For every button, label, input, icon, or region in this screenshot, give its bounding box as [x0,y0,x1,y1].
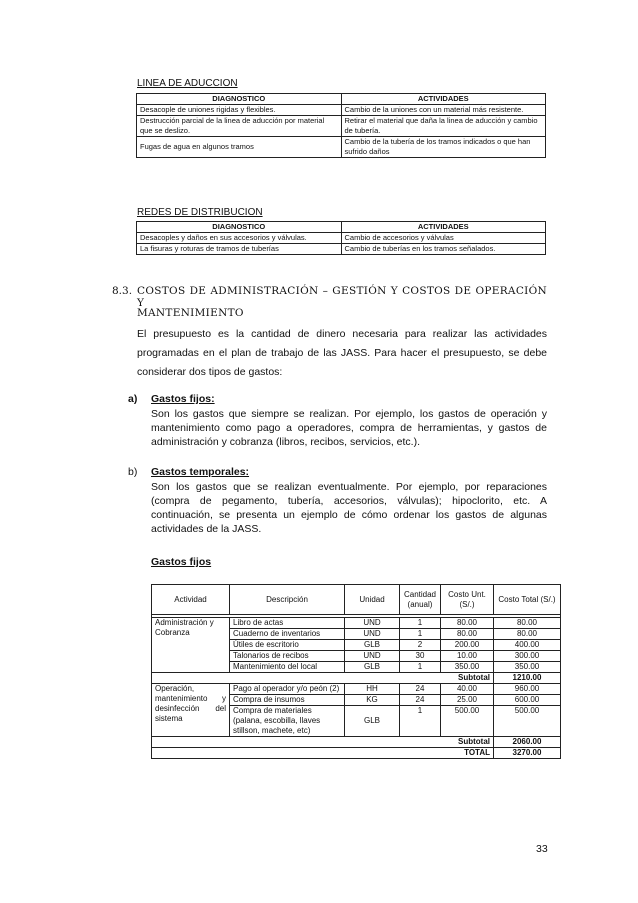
table-cell: 24 [400,684,441,695]
intro-paragraph: El presupuesto es la cantidad de dinero necesaria para realizar las actividades programadas en el plan de trabajo de las JASS. Para hacer el presupuesto, se debe considerar dos tipos de gastos: [137,328,547,378]
table-cell: Cambio de tuberías en los tramos señalados. [341,244,546,255]
table-cell: UND [345,618,400,629]
item-a-title: Gastos fijos: [151,393,215,405]
table-cell: GLB [345,640,400,651]
table-cell: 960.00 [494,684,561,695]
total-row [152,748,561,759]
table-cell: 500.00 [494,706,561,737]
subtotal-row [152,673,561,684]
table-cell: Retirar el material que daña la linea de aducción y cambio de tubería. [341,116,546,137]
table-cell: UND [345,629,400,640]
table-cell: La fisuras y roturas de tramos de tuberías [137,244,342,255]
table-cell: Cuaderno de inventarios [230,629,345,640]
table-cell: 1 [400,662,441,673]
table-cell: 1 [400,618,441,629]
table-cell: Desacoples y daños en sus accesorios y válvulas. [137,233,342,244]
header-actividad: Actividad [152,585,230,615]
table-cell: 80.00 [494,618,561,629]
table-cell: 500.00 [441,706,494,737]
table-cell: Cambio de la uniones con un material más resistente. [341,105,546,116]
table-cell: 350.00 [494,662,561,673]
table-row [137,137,546,158]
distribution-title: REDES DE DISTRIBUCION [137,207,263,218]
table-cell: 2 [400,640,441,651]
table-cell: Libro de actas [230,618,345,629]
header-descripcion: Descripción [230,585,345,615]
table-cell: 30 [400,651,441,662]
item-a-marker: a) [128,393,138,405]
costs-title: Gastos fijos [151,556,212,568]
table-cell: Pago al operador y/o peón (2) [230,684,345,695]
table-row [152,684,561,695]
table-cell: Fugas de agua en algunos tramos [137,137,342,158]
subtotal-value: 2060.00 [494,737,561,748]
table-cell: Compra de insumos [230,695,345,706]
distribution-table [136,221,546,255]
table-cell: Compra de materiales (palana, escobilla, llaves stillson, machete, etc) [230,706,345,737]
subtotal-value: 1210.00 [494,673,561,684]
table-cell: 24 [400,695,441,706]
section-title-line1: COSTOS DE ADMINISTRACIÓN – GESTIÓN Y COSTOS DE OPERACIÓN Y [137,285,547,309]
table-cell: 10.00 [441,651,494,662]
table-cell: Cambio de la tubería de los tramos indicados o que han sufrido daños [341,137,546,158]
table-cell: KG [345,695,400,706]
table-cell: 350.00 [441,662,494,673]
table-cell: Mantenimiento del local [230,662,345,673]
header-costo-unt: Costo Unt. (S/.) [441,585,494,615]
activity-operacion: Operación, mantenimiento y desinfección del sistema [152,684,230,737]
item-b-marker: b) [128,466,138,478]
header-costo-total: Costo Total (S/.) [494,585,561,615]
page-number: 33 [536,843,548,855]
table-cell: 40.00 [441,684,494,695]
total-value: 3270.00 [494,748,561,759]
table-cell: Útiles de escritorio [230,640,345,651]
subtotal-label: Subtotal [152,673,494,684]
adduction-header-diagnostico: DIAGNOSTICO [137,94,342,105]
distribution-header-diagnostico: DIAGNOSTICO [137,222,342,233]
section-title-line2: MANTENIMIENTO [137,307,244,319]
table-row [137,105,546,116]
table-cell: Desacople de uniones rigidas y flexibles. [137,105,342,116]
subtotal-label: Subtotal [152,737,494,748]
table-cell: 25.00 [441,695,494,706]
table-row [137,116,546,137]
table-row [137,244,546,255]
item-b-title: Gastos temporales: [151,466,250,478]
table-cell: 80.00 [494,629,561,640]
table-cell: HH [345,684,400,695]
adduction-header-actividades: ACTIVIDADES [341,94,546,105]
table-cell: GLB [345,662,400,673]
header-unidad: Unidad [345,585,400,615]
table-cell: 300.00 [494,651,561,662]
table-cell: UND [345,651,400,662]
table-cell: 600.00 [494,695,561,706]
table-cell: Destrucción parcial de la linea de aducción por material que se deslizo. [137,116,342,137]
table-row [137,233,546,244]
table-row [152,618,561,629]
table-cell: GLB [345,706,400,737]
table-cell: 1 [400,629,441,640]
table-cell: Talonarios de recibos [230,651,345,662]
total-label: TOTAL [152,748,494,759]
item-b-text: Son los gastos que se realizan eventualmente. Por ejemplo, por reparaciones (compra de pegamento, tubería, accesorios, válvulas); hipoclorito, etc. A continuación, se presenta un ejemplo de cómo ordenar los gastos de algunas actividades de la JASS. [151,481,547,535]
header-cantidad: Cantidad (anual) [400,585,441,615]
activity-administracion: Administración y Cobranza [152,618,230,673]
costs-table [151,584,561,759]
table-cell: 80.00 [441,618,494,629]
table-cell: 400.00 [494,640,561,651]
distribution-header-actividades: ACTIVIDADES [341,222,546,233]
table-cell: 1 [400,706,441,737]
section-number: 8.3. [112,285,133,297]
table-cell: Cambio de accesorios y válvulas [341,233,546,244]
adduction-table [136,93,546,158]
item-a-text: Son los gastos que siempre se realizan. Por ejemplo, los gastos de operación y mantenimiento como pago a operadores, compra de herramientas, y gastos de administración y cobranza (libros, recibos, servicios, etc.). [151,408,547,448]
table-cell: 80.00 [441,629,494,640]
adduction-title: LINEA DE ADUCCION [137,78,238,89]
subtotal-row [152,737,561,748]
table-cell: 200.00 [441,640,494,651]
